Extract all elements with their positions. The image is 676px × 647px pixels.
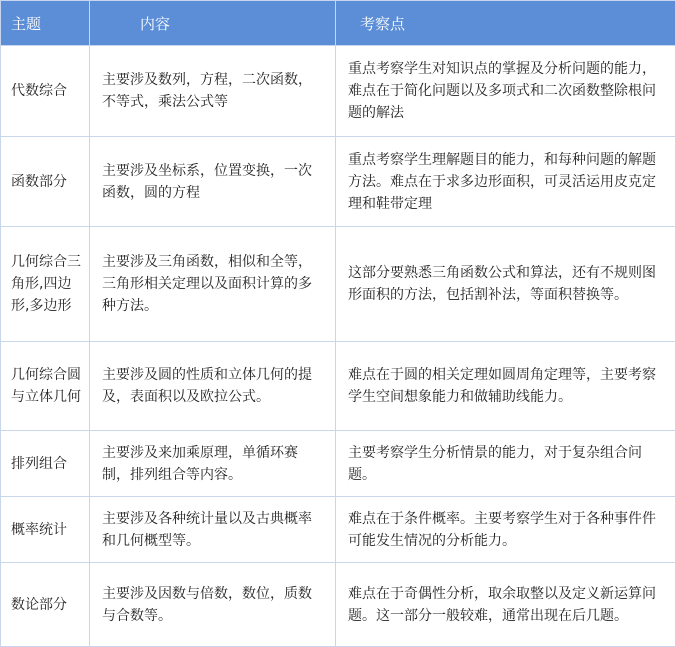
table-row — [1, 431, 676, 497]
table-row — [1, 342, 676, 431]
table-row — [1, 497, 676, 563]
cell-content: 主要涉及坐标系，位置变换，一次函数，圆的方程 — [90, 137, 336, 227]
cell-topic: 数论部分 — [1, 563, 90, 647]
header-point: 考察点 — [336, 1, 676, 46]
table-row — [1, 563, 676, 647]
cell-topic: 代数综合 — [1, 46, 90, 137]
cell-topic: 概率统计 — [1, 497, 90, 563]
cell-content: 主要涉及因数与倍数，数位，质数与合数等。 — [90, 563, 336, 647]
cell-point: 难点在于条件概率。主要考察学生对于各种事件件可能发生情况的分析能力。 — [336, 497, 676, 563]
cell-point: 主要考察学生分析情景的能力，对于复杂组合问题。 — [336, 431, 676, 497]
header-content: 内容 — [90, 1, 336, 46]
cell-content: 主要涉及来加乘原理，单循环赛制，排列组合等内容。 — [90, 431, 336, 497]
cell-content: 主要涉及三角函数，相似和全等，三角形相关定理以及面积计算的多种方法。 — [90, 227, 336, 342]
cell-topic: 几何综合圆与立体几何 — [1, 342, 90, 431]
cell-topic: 几何综合三角形,四边形,多边形 — [1, 227, 90, 342]
cell-topic: 函数部分 — [1, 137, 90, 227]
cell-content: 主要涉及数列，方程，二次函数，不等式，乘法公式等 — [90, 46, 336, 137]
header-topic: 主题 — [1, 1, 90, 46]
cell-point: 这部分要熟悉三角函数公式和算法，还有不规则图形面积的方法，包括割补法，等面积替换等。 — [336, 227, 676, 342]
cell-point: 难点在于奇偶性分析，取余取整以及定义新运算问题。这一部分一般较难，通常出现在后几题。 — [336, 563, 676, 647]
cell-point: 重点考察学生对知识点的掌握及分析问题的能力，难点在于简化问题以及多项式和二次函数整除根问题的解法 — [336, 46, 676, 137]
table-row — [1, 227, 676, 342]
table-header-row — [1, 1, 676, 46]
cell-content: 主要涉及各种统计量以及古典概率和几何概型等。 — [90, 497, 336, 563]
cell-point: 难点在于圆的相关定理如圆周角定理等，主要考察学生空间想象能力和做辅助线能力。 — [336, 342, 676, 431]
table-row — [1, 137, 676, 227]
cell-topic: 排列组合 — [1, 431, 90, 497]
cell-content: 主要涉及圆的性质和立体几何的提及，表面积以及欧拉公式。 — [90, 342, 336, 431]
cell-point: 重点考察学生理解题目的能力，和每种问题的解题方法。难点在于求多边形面积，可灵活运用皮克定理和鞋带定理 — [336, 137, 676, 227]
table-row — [1, 46, 676, 137]
